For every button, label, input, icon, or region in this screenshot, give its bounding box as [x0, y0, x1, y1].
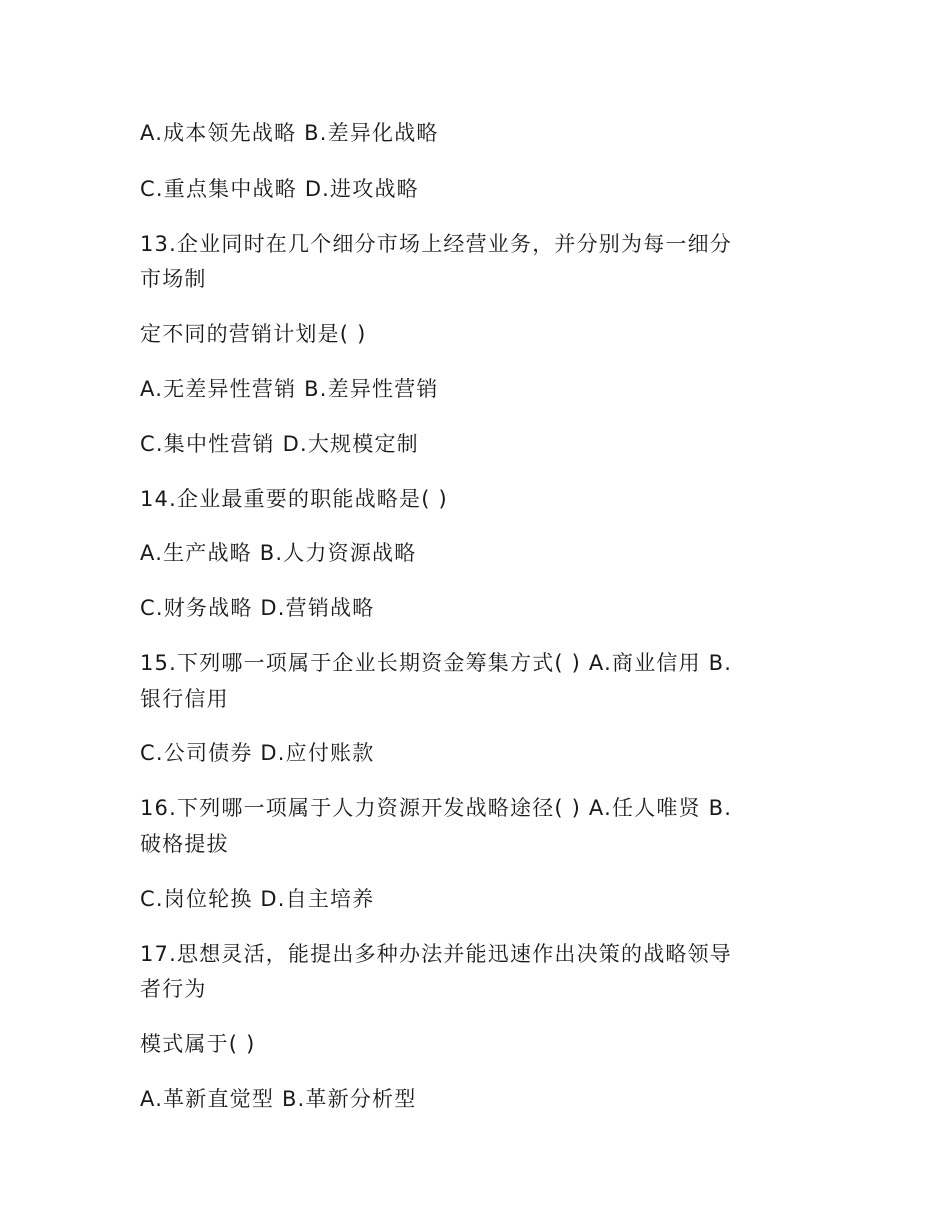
option-line-q14-ab: A.生产战略 B.人力资源战略: [140, 541, 417, 565]
question-13-line-2: 市场制: [140, 267, 207, 291]
question-16-line-2: 破格提拔: [140, 832, 229, 856]
option-line-q15-cd: C.公司债券 D.应付账款: [140, 741, 375, 765]
question-15-line-1: 15.下列哪一项属于企业长期资金筹集方式( ) A.商业信用 B.: [140, 651, 733, 675]
question-13-line-1: 13.企业同时在几个细分市场上经营业务，并分别为每一细分: [140, 232, 732, 256]
option-line-q13-cd: C.集中性营销 D.大规模定制: [140, 432, 419, 456]
question-16-line-1: 16.下列哪一项属于人力资源开发战略途径( ) A.任人唯贤 B.: [140, 796, 733, 820]
question-14: 14.企业最重要的职能战略是( ): [140, 487, 448, 511]
question-17-line-1: 17.思想灵活，能提出多种办法并能迅速作出决策的战略领导: [140, 942, 732, 966]
option-line-q12-cd: C.重点集中战略 D.进攻战略: [140, 177, 419, 201]
question-15-line-2: 银行信用: [140, 687, 229, 711]
question-17-line-2: 者行为: [140, 977, 207, 1001]
option-line-q14-cd: C.财务战略 D.营销战略: [140, 596, 375, 620]
question-13-line-3: 定不同的营销计划是( ): [140, 322, 367, 346]
option-line-q17-ab: A.革新直觉型 B.革新分析型: [140, 1087, 417, 1111]
option-line-q13-ab: A.无差异性营销 B.差异性营销: [140, 377, 439, 401]
option-line-q12-ab: A.成本领先战略 B.差异化战略: [140, 121, 439, 145]
option-line-q16-cd: C.岗位轮换 D.自主培养: [140, 887, 375, 911]
question-17-line-3: 模式属于( ): [140, 1032, 256, 1056]
